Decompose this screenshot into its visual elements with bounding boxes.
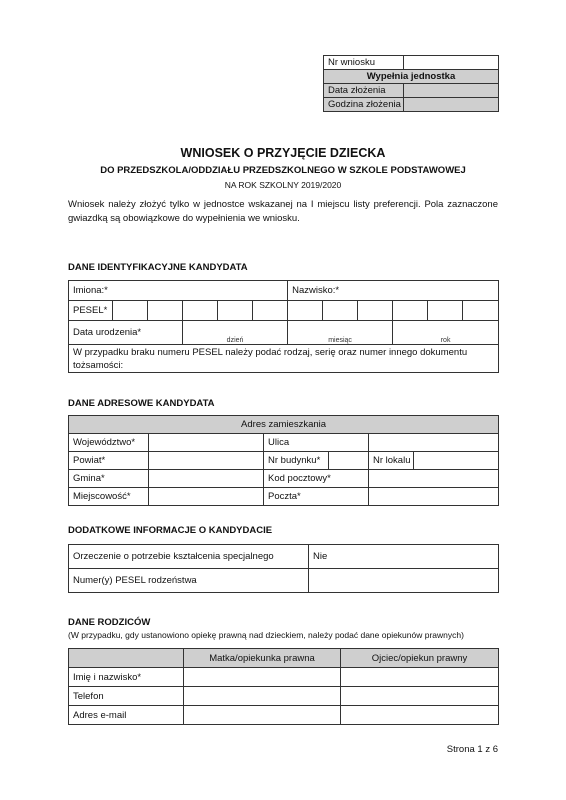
nazwisko-label: Nazwisko:*	[292, 285, 340, 296]
mother-email-field[interactable]	[184, 706, 341, 725]
nr-budynku-field[interactable]	[329, 452, 369, 470]
intro-text: Wniosek należy złożyć tylko w jednostce wskazanej na I miejscu listy preferencji. Pola zaznaczone gwiazdką są obowiązkowe do wypełnienia we wniosku.	[68, 199, 498, 224]
birth-day-caption: dzień	[226, 337, 244, 344]
document-title: WNIOSEK O PRZYJĘCIE DZIECKA	[180, 146, 386, 160]
address-header: Adres zamieszkania	[69, 416, 499, 434]
godzina-zlozenia-field	[404, 98, 499, 112]
birth-month-field[interactable]	[288, 321, 393, 345]
powiat-label: Powiat*	[69, 452, 149, 470]
powiat-field[interactable]	[149, 452, 264, 470]
school-year: NA ROK SZKOLNY 2019/2020	[224, 180, 342, 190]
pesel-digit-box[interactable]	[358, 301, 393, 321]
parents-header-father: Ojciec/opiekun prawny	[341, 649, 499, 668]
nr-lokalu-field[interactable]	[414, 452, 499, 470]
pesel-digit-box[interactable]	[113, 301, 148, 321]
pesel-rodzenstwa-label: Numer(y) PESEL rodzeństwa	[69, 569, 309, 593]
data-zlozenia-field	[404, 84, 499, 98]
father-phone-field[interactable]	[341, 687, 499, 706]
pesel-digit-box[interactable]	[148, 301, 183, 321]
miejscowosc-label: Miejscowość*	[69, 488, 149, 506]
ulica-field[interactable]	[369, 434, 499, 452]
gmina-label: Gmina*	[69, 470, 149, 488]
other-document-label: W przypadku braku numeru PESEL należy podać rodzaj, serię oraz numer innego dokumentu tożsamości:	[73, 347, 468, 371]
orzeczenie-label: Orzeczenie o potrzebie kształcenia specjalnego	[69, 545, 309, 569]
office-header: Wypełnia jednostka	[324, 70, 499, 84]
identification-table	[68, 280, 499, 373]
parent-name-label: Imię i nazwisko*	[69, 668, 184, 687]
nr-wniosku-label: Nr wniosku	[324, 56, 404, 70]
poczta-field[interactable]	[369, 488, 499, 506]
parent-email-label: Adres e-mail	[69, 706, 184, 725]
other-document-field[interactable]	[69, 345, 499, 373]
section-parents-title: DANE RODZICÓW	[68, 617, 151, 628]
kod-pocztowy-field[interactable]	[369, 470, 499, 488]
office-use-table	[323, 55, 499, 112]
pesel-digit-box[interactable]	[183, 301, 218, 321]
mother-name-field[interactable]	[184, 668, 341, 687]
section-identification-title: DANE IDENTYFIKACYJNE KANDYDATA	[68, 262, 248, 273]
imiona-label: Imiona:*	[73, 285, 108, 296]
data-zlozenia-label: Data złożenia	[324, 84, 404, 98]
pesel-digit-box[interactable]	[393, 301, 428, 321]
parents-header-mother: Matka/opiekunka prawna	[184, 649, 341, 668]
pesel-label: PESEL*	[69, 301, 113, 321]
godzina-zlozenia-label: Godzina złożenia	[324, 98, 404, 112]
nr-budynku-label: Nr budynku*	[264, 452, 329, 470]
nr-wniosku-field[interactable]	[404, 56, 499, 70]
birth-year-field[interactable]	[393, 321, 499, 345]
pesel-rodzenstwa-field[interactable]	[309, 569, 499, 593]
additional-table	[68, 544, 499, 593]
nazwisko-field[interactable]	[288, 281, 499, 301]
imiona-field[interactable]	[69, 281, 288, 301]
parents-note: (W przypadku, gdy ustanowiono opiekę prawną nad dzieckiem, należy podać dane opiekunów prawnych)	[68, 630, 464, 640]
kod-pocztowy-label: Kod pocztowy*	[264, 470, 369, 488]
wojewodztwo-label: Województwo*	[69, 434, 149, 452]
father-name-field[interactable]	[341, 668, 499, 687]
poczta-label: Poczta*	[264, 488, 369, 506]
ulica-label: Ulica	[264, 434, 369, 452]
father-email-field[interactable]	[341, 706, 499, 725]
birth-year-caption: rok	[440, 337, 451, 344]
orzeczenie-value[interactable]: Nie	[309, 545, 499, 569]
document-subtitle: DO PRZEDSZKOLA/ODDZIAŁU PRZEDSZKOLNEGO W SZKOLE PODSTAWOWEJ	[100, 165, 466, 176]
parents-table	[68, 648, 499, 725]
address-table	[68, 415, 499, 506]
pesel-digit-box[interactable]	[428, 301, 463, 321]
nr-lokalu-label: Nr lokalu	[369, 452, 414, 470]
birth-day-field[interactable]	[183, 321, 288, 345]
pesel-digit-box[interactable]	[463, 301, 499, 321]
pesel-digit-box[interactable]	[323, 301, 358, 321]
birth-month-caption: miesiąc	[328, 337, 352, 344]
mother-phone-field[interactable]	[184, 687, 341, 706]
gmina-field[interactable]	[149, 470, 264, 488]
pesel-digit-box[interactable]	[218, 301, 253, 321]
pesel-digit-box[interactable]	[288, 301, 323, 321]
pesel-digit-box[interactable]	[253, 301, 288, 321]
data-urodzenia-label: Data urodzenia*	[69, 321, 183, 345]
wojewodztwo-field[interactable]	[149, 434, 264, 452]
page-number: Strona 1 z 6	[446, 744, 498, 755]
parent-phone-label: Telefon	[69, 687, 184, 706]
miejscowosc-field[interactable]	[149, 488, 264, 506]
section-additional-title: DODATKOWE INFORMACJE O KANDYDACIE	[68, 525, 273, 536]
section-address-title: DANE ADRESOWE KANDYDATA	[68, 398, 215, 409]
parents-header-empty	[69, 649, 184, 668]
